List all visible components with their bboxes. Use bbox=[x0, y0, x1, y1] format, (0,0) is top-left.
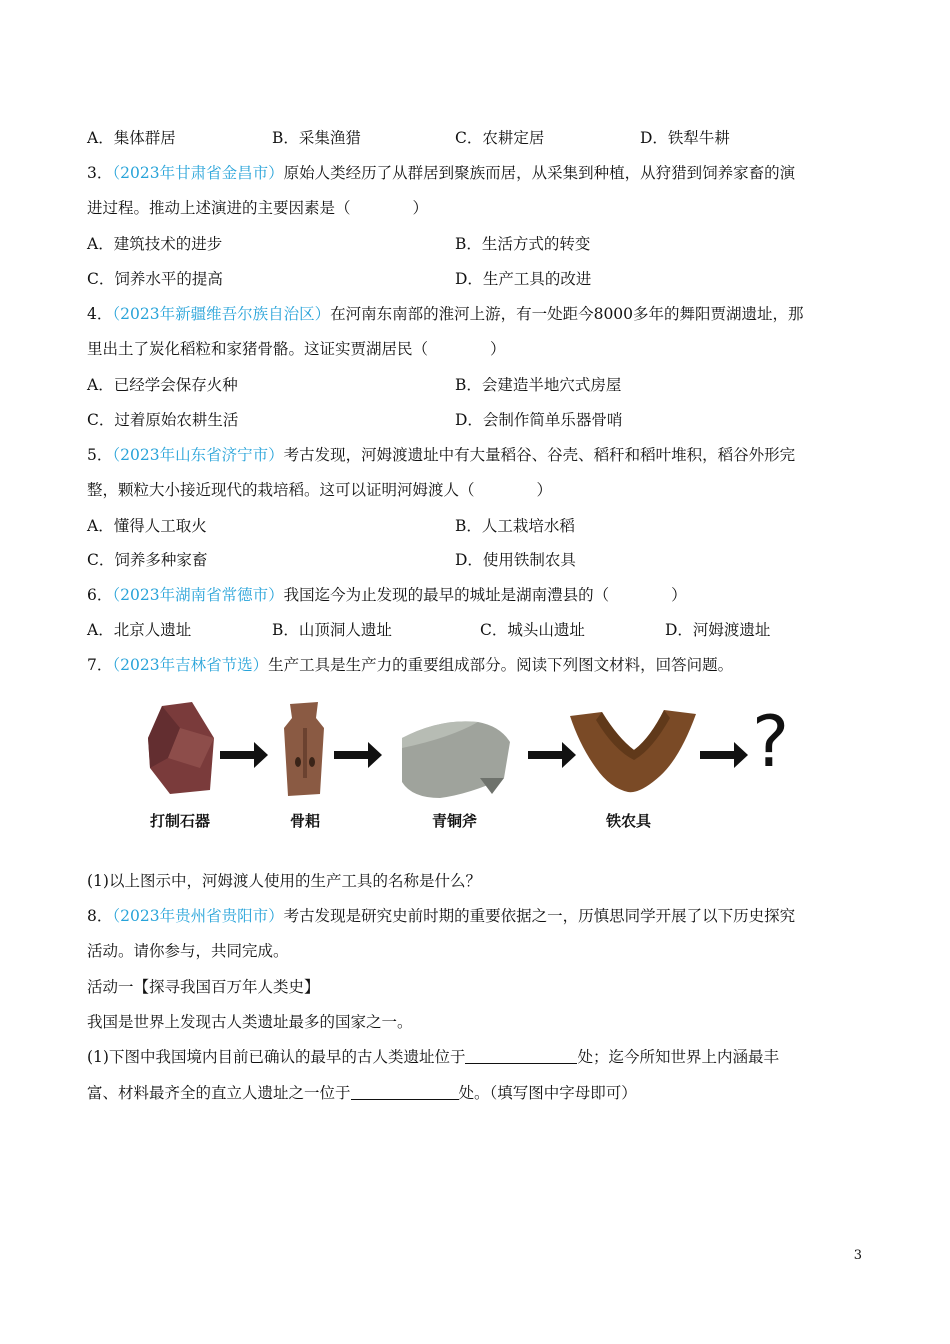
q4-number: 4． bbox=[87, 305, 113, 323]
q5-number: 5． bbox=[87, 446, 113, 464]
q5-option-d: D．使用铁制农具 bbox=[455, 551, 576, 569]
q7-stem-line1 bbox=[87, 654, 733, 676]
q2-option-a: A．集体群居 bbox=[87, 129, 176, 147]
q6-stem-line1 bbox=[87, 584, 687, 606]
q5-source: （2023年山东省济宁市） bbox=[112, 446, 284, 464]
q3-option-c: C．饲养水平的提高 bbox=[87, 270, 223, 288]
q7-sub-question-1: (1)以上图示中，河姆渡人使用的生产工具的名称是什么？ bbox=[87, 872, 481, 890]
q5-stem-line2: 整，颗粒大小接近现代的栽培稻。这可以证明河姆渡人（ ） bbox=[87, 481, 553, 499]
answer-blank-1[interactable] bbox=[465, 1047, 577, 1064]
q8-stem-line2: 活动。请你参与，共同完成。 bbox=[87, 942, 289, 960]
q8-sub-question-1-line1 bbox=[87, 1046, 779, 1068]
answer-blank-2[interactable] bbox=[351, 1083, 459, 1100]
q3-stem: 原始人类经历了从群居到聚族而居，从采集到种植，从狩猎到饲养家畜的演 bbox=[283, 164, 796, 182]
q6-option-a: A．北京人遗址 bbox=[87, 621, 192, 639]
q2-option-d: D．铁犁牛耕 bbox=[640, 129, 730, 147]
q6-option-b: B．山顶洞人遗址 bbox=[272, 621, 392, 639]
bronze-axe-image bbox=[402, 721, 510, 798]
label-chipped-stone-tool: 打制石器 bbox=[150, 812, 211, 830]
q5-option-a: A．懂得人工取火 bbox=[87, 517, 207, 535]
q8-number: 8． bbox=[87, 907, 113, 925]
tools-figure-svg bbox=[140, 698, 820, 808]
q6-number: 6． bbox=[87, 586, 113, 604]
q8-sub1-text-a: (1)下图中我国境内目前已确认的最早的古人类遗址位于 bbox=[87, 1048, 466, 1066]
q8-source: （2023年贵州省贵阳市） bbox=[112, 907, 284, 925]
q7-source: （2023年吉林省节选） bbox=[112, 656, 269, 674]
arrow-icon bbox=[700, 742, 748, 768]
q4-stem-line2: 里出土了炭化稻粒和家猪骨骼。这证实贾湖居民（ ） bbox=[87, 340, 506, 358]
question-mark: ? bbox=[752, 701, 790, 783]
q4-stem-line1 bbox=[87, 303, 804, 325]
q4-source: （2023年新疆维吾尔族自治区） bbox=[112, 305, 331, 323]
q4-stem: 在河南东南部的淮河上游，有一处距今8000多年的舞阳贾湖遗址，那 bbox=[330, 305, 804, 323]
q4-option-a: A．已经学会保存火种 bbox=[87, 376, 238, 394]
bone-spade-image bbox=[284, 702, 324, 796]
q2-option-b: B．采集渔猎 bbox=[272, 129, 361, 147]
label-bronze-axe: 青铜斧 bbox=[432, 812, 478, 830]
label-iron-farm-tool: 铁农具 bbox=[606, 812, 652, 830]
q8-sub1-text-b: 处；迄今所知世界上内涵最丰 bbox=[577, 1048, 779, 1066]
q6-option-c: C．城头山遗址 bbox=[480, 621, 585, 639]
q3-option-d: D．生产工具的改进 bbox=[455, 270, 592, 288]
q6-source: （2023年湖南省常德市） bbox=[112, 586, 284, 604]
q5-stem-line1 bbox=[87, 444, 795, 466]
q3-number: 3． bbox=[87, 164, 113, 182]
q6-stem: 我国迄今为止发现的最早的城址是湖南澧县的（ ） bbox=[283, 586, 687, 604]
q8-intro: 我国是世界上发现古人类遗址最多的国家之一。 bbox=[87, 1013, 413, 1031]
page-number: 3 bbox=[853, 1248, 862, 1263]
q8-activity-title: 活动一【探寻我国百万年人类史】 bbox=[87, 978, 320, 996]
arrow-icon bbox=[220, 742, 268, 768]
arrow-icon bbox=[528, 742, 576, 768]
q6-option-d: D．河姆渡遗址 bbox=[665, 621, 771, 639]
q5-option-b: B．人工栽培水稻 bbox=[455, 517, 575, 535]
q8-sub-question-1-line2 bbox=[87, 1082, 637, 1104]
q3-option-a: A．建筑技术的进步 bbox=[87, 235, 223, 253]
q4-option-b: B．会建造半地穴式房屋 bbox=[455, 376, 622, 394]
q3-source: （2023年甘肃省金昌市） bbox=[112, 164, 284, 182]
q3-stem-line2: 进过程。推动上述演进的主要因素是（ ） bbox=[87, 199, 429, 217]
q8-sub1-text-d: 处。（填写图中字母即可） bbox=[458, 1084, 637, 1102]
q2-option-c: C．农耕定居 bbox=[455, 129, 545, 147]
label-bone-spade: 骨耜 bbox=[290, 812, 321, 830]
arrow-icon bbox=[334, 742, 382, 768]
q8-stem-line1 bbox=[87, 905, 795, 927]
chipped-stone-tool-image bbox=[148, 702, 214, 794]
q3-option-b: B．生活方式的转变 bbox=[455, 235, 591, 253]
q8-sub1-text-c: 富、材料最齐全的直立人遗址之一位于 bbox=[87, 1084, 351, 1102]
q4-option-c: C．过着原始农耕生活 bbox=[87, 411, 239, 429]
iron-farm-tool-image bbox=[570, 710, 696, 792]
q3-stem-line1 bbox=[87, 162, 795, 184]
q5-option-c: C．饲养多种家畜 bbox=[87, 551, 208, 569]
tools-evolution-figure bbox=[140, 698, 820, 838]
q7-number: 7． bbox=[87, 656, 113, 674]
q7-stem: 生产工具是生产力的重要组成部分。阅读下列图文材料，回答问题。 bbox=[268, 656, 734, 674]
q4-option-d: D．会制作简单乐器骨哨 bbox=[455, 411, 623, 429]
q8-stem: 考古发现是研究史前时期的重要依据之一，历慎思同学开展了以下历史探究 bbox=[283, 907, 796, 925]
q5-stem: 考古发现，河姆渡遗址中有大量稻谷、谷壳、稻秆和稻叶堆积，稻谷外形完 bbox=[283, 446, 796, 464]
